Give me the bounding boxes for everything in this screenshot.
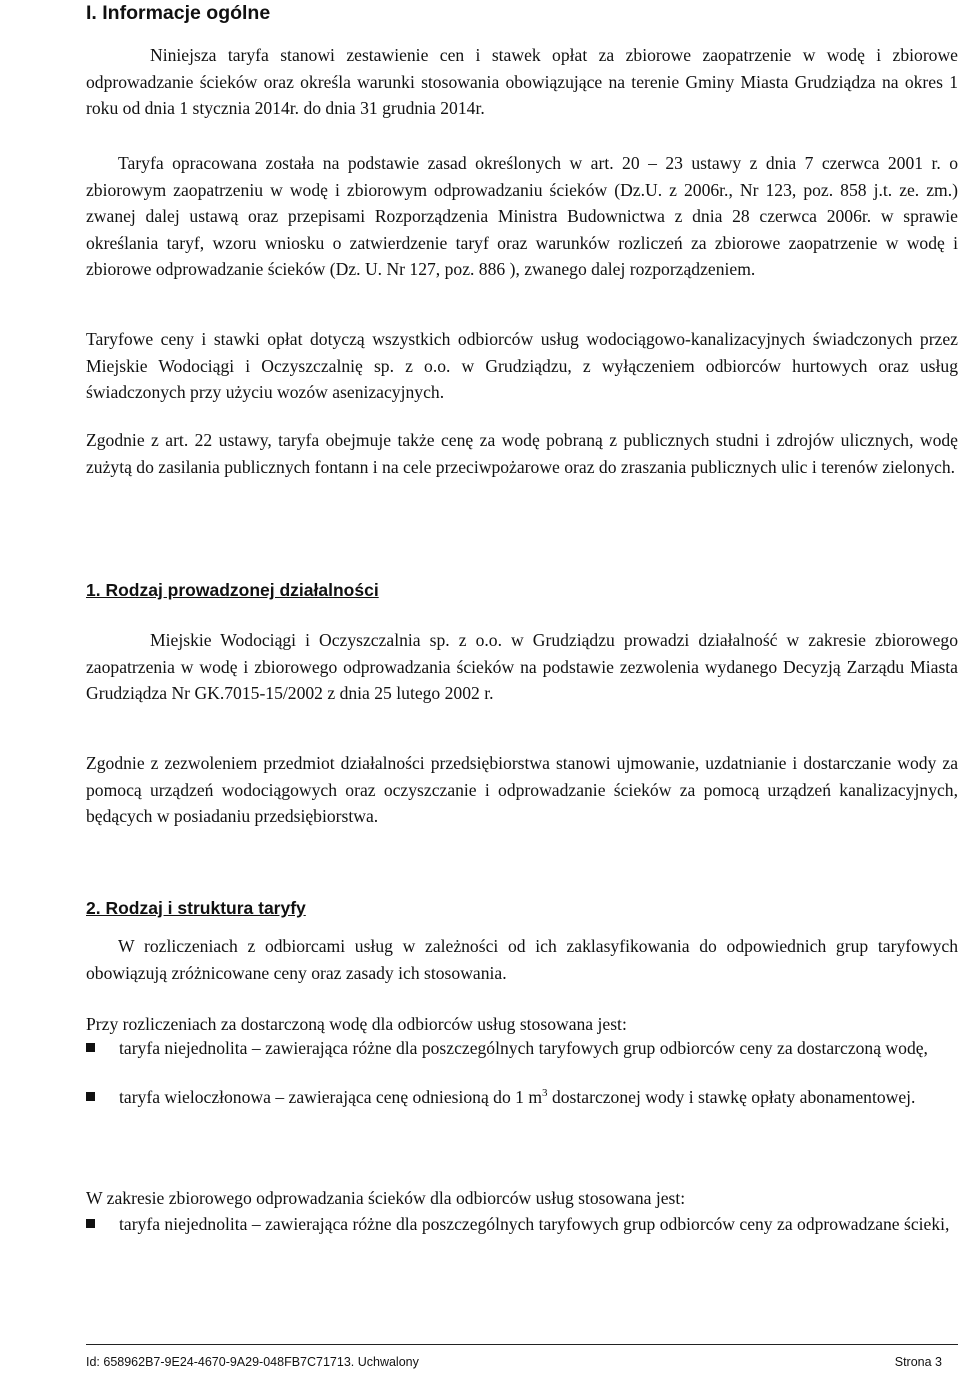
- section-2-title: 2. Rodzaj i struktura taryfy: [86, 898, 306, 918]
- intro-paragraph-4: Zgodnie z art. 22 ustawy, taryfa obejmuje także cenę za wodę pobraną z publicznych studni i zdrojów ulicznych, wodę zużytą do zasilania publicznych fontann i na cele przeciwpożarowe oraz do zraszania publicznych ulic i terenów zielonych.: [86, 430, 958, 477]
- section-1-title: 1. Rodzaj prowadzonej działalności: [86, 580, 379, 600]
- intro-paragraph-2: [86, 150, 958, 283]
- square-bullet-icon: [86, 1092, 95, 1101]
- sewage-tariff-intro: W zakresie zbiorowego odprowadzania ścieków dla odbiorców usług stosowana jest:: [86, 1188, 686, 1208]
- section-1-paragraph-2: Zgodnie z zezwoleniem przedmiot działalności przedsiębiorstwa stanowi ujmowanie, uzdatnianie i dostarczanie wody za pomocą urządzeń wodociągowych oraz oczyszczanie i odprowadzanie ścieków za pomocą urządzeń kanalizacyjnych, będących w posiadaniu przedsiębiorstwa.: [86, 753, 958, 826]
- footer-divider: [86, 1344, 958, 1345]
- intro-paragraph-3: Taryfowe ceny i stawki opłat dotyczą wszystkich odbiorców usług wodociągowo-kanalizacyjnych świadczonych przez Miejskie Wodociągi i Oczyszczalnię sp. z o.o. w Grudziądzu, z wyłączeniem odbiorców hurtowych oraz usług świadczonych przy użyciu wozów asenizacyjnych.: [86, 329, 958, 402]
- footer-document-id: Id: 658962B7-9E24-4670-9A29-048FB7C71713. Uchwalony: [86, 1355, 419, 1369]
- square-bullet-icon: [86, 1043, 95, 1052]
- intro-paragraph-2-text: Taryfa opracowana została na podstawie zasad określonych w art. 20 – 23 ustawy z dnia 7 czerwca 2001 r. o zbiorowym zaopatrzeniu w wodę i zbiorowym odprowadzaniu ścieków (Dz.U. z 2006r., Nr 123, poz. 858 j.t. ze. zm.) zwanej dalej ustawą oraz przepisami Rozporządzenia Ministra Budownictwa z dnia 28 czerwca 2006r. w sprawie określania taryf, wzoru wniosku o zatwierdzenie taryf oraz warunków rozliczeń za zbiorowe zaopatrzenie w wodę i zbiorowe odprowadzanie ścieków (Dz. U. Nr 127, poz. 886 ), zwanego dalej rozporządzeniem.: [86, 153, 958, 279]
- water-tariff-bullet-2-text-end: dostarczonej wody i stawkę opłaty abonamentowej.: [547, 1087, 916, 1107]
- water-tariff-intro: Przy rozliczeniach za dostarczoną wodę dla odbiorców usług stosowana jest:: [86, 1014, 627, 1034]
- section-1-paragraph-1-text: Miejskie Wodociągi i Oczyszczalnia sp. z o.o. w Grudziądzu prowadzi działalność w zakresie zbiorowego zaopatrzenia w wodę i zbiorowego odprowadzania ścieków na podstawie zezwolenia wydanego Decyzją Zarządu Miasta Grudziądza Nr GK.7015-15/2002 z dnia 25 lutego 2002 r.: [86, 630, 958, 703]
- water-tariff-bullet-2-text-start: taryfa wieloczłonowa – zawierająca cenę odniesioną do 1 m: [119, 1087, 543, 1107]
- section-2-paragraph-1: [86, 933, 958, 986]
- sewage-tariff-bullet-1-text: taryfa niejednolita – zawierająca różne dla poszczególnych taryfowych grup odbiorców ceny za odprowadzane ścieki,: [119, 1214, 950, 1234]
- water-tariff-bullet-2-text: [119, 1084, 958, 1111]
- water-tariff-bullet-2: [86, 1084, 958, 1111]
- water-tariff-bullet-1-text: taryfa niejednolita – zawierająca różne dla poszczególnych taryfowych grup odbiorców ceny za dostarczoną wodę,: [119, 1038, 928, 1058]
- intro-paragraph-1-text: Niniejsza taryfa stanowi zestawienie cen i stawek opłat za zbiorowe zaopatrzenie w wodę i zbiorowe odprowadzanie ścieków oraz określa warunki stosowania obowiązujące na terenie Gminy Miasta Grudziądza na okres 1 roku od dnia 1 stycznia 2014r. do dnia 31 grudnia 2014r.: [86, 45, 958, 118]
- sewage-tariff-bullet-1: [86, 1211, 958, 1238]
- intro-paragraph-1: [86, 42, 958, 122]
- footer-page-number: Strona 3: [894, 1355, 942, 1369]
- superscript-3: 3: [542, 1087, 548, 1100]
- section-1-paragraph-1: [86, 627, 958, 707]
- page-heading: I. Informacje ogólne: [86, 2, 271, 24]
- square-bullet-icon: [86, 1219, 95, 1228]
- water-tariff-bullet-1: [86, 1035, 958, 1062]
- section-2-paragraph-1-text: W rozliczeniach z odbiorcami usług w zależności od ich zaklasyfikowania do odpowiednich grup taryfowych obowiązują zróżnicowane ceny oraz zasady ich stosowania.: [86, 936, 958, 983]
